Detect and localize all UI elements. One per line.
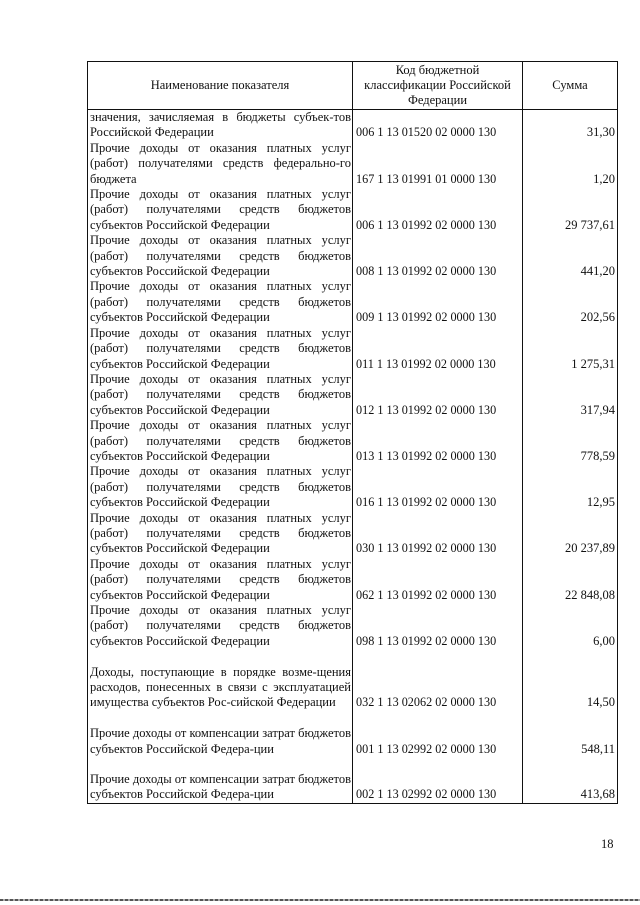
- row-budget-code: 012 1 13 01992 02 0000 130: [353, 372, 523, 418]
- row-budget-code: 167 1 13 01991 01 0000 130: [353, 141, 523, 187]
- table-row: [88, 649, 618, 711]
- row-amount: 1 275,31: [523, 326, 618, 372]
- table-row: [88, 464, 618, 510]
- row-indicator-name: Прочие доходы от оказания платных услуг (работ) получателями средств бюджетов субъектов Российской Федерации: [88, 603, 353, 649]
- row-indicator-name: Прочие доходы от оказания платных услуг (работ) получателями средств бюджетов субъектов Российской Федерации: [88, 372, 353, 418]
- row-indicator-name: Прочие доходы от оказания платных услуг (работ) получателями средств бюджетов субъектов Российской Федерации: [88, 187, 353, 233]
- table-row: [88, 557, 618, 603]
- row-amount: 20 237,89: [523, 511, 618, 557]
- row-amount: 22 848,08: [523, 557, 618, 603]
- row-indicator-name: Прочие доходы от оказания платных услуг (работ) получателями средств бюджетов субъектов Российской Федерации: [88, 233, 353, 279]
- row-budget-code: 062 1 13 01992 02 0000 130: [353, 557, 523, 603]
- row-indicator-name: Прочие доходы от оказания платных услуг (работ) получателями средств федерально-го бюджета: [88, 141, 353, 187]
- row-indicator-name: Прочие доходы от компенсации затрат бюджетов субъектов Российской Федера-ции: [88, 757, 353, 803]
- row-budget-code: 006 1 13 01520 02 0000 130: [353, 110, 523, 141]
- table-row: [88, 418, 618, 464]
- table-row: [88, 711, 618, 757]
- row-amount: 441,20: [523, 233, 618, 279]
- header-amount: Сумма: [523, 62, 618, 110]
- table-row: [88, 187, 618, 233]
- table-row: [88, 372, 618, 418]
- row-budget-code: 001 1 13 02992 02 0000 130: [353, 711, 523, 757]
- row-indicator-name: Прочие доходы от оказания платных услуг (работ) получателями средств бюджетов субъектов Российской Федерации: [88, 464, 353, 510]
- table-row: [88, 279, 618, 325]
- row-amount: 548,11: [523, 711, 618, 757]
- table-row: [88, 110, 618, 141]
- row-amount: 31,30: [523, 110, 618, 141]
- row-budget-code: 008 1 13 01992 02 0000 130: [353, 233, 523, 279]
- row-budget-code: 009 1 13 01992 02 0000 130: [353, 279, 523, 325]
- row-indicator-name: Прочие доходы от компенсации затрат бюджетов субъектов Российской Федера-ции: [88, 711, 353, 757]
- row-budget-code: 011 1 13 01992 02 0000 130: [353, 326, 523, 372]
- row-budget-code: 002 1 13 02992 02 0000 130: [353, 757, 523, 803]
- table-row: [88, 757, 618, 803]
- row-indicator-name: Прочие доходы от оказания платных услуг (работ) получателями средств бюджетов субъектов Российской Федерации: [88, 279, 353, 325]
- table-row: [88, 141, 618, 187]
- table-row: [88, 603, 618, 649]
- row-amount: 778,59: [523, 418, 618, 464]
- table-row: [88, 511, 618, 557]
- row-budget-code: 016 1 13 01992 02 0000 130: [353, 464, 523, 510]
- row-indicator-name: Прочие доходы от оказания платных услуг (работ) получателями средств бюджетов субъектов Российской Федерации: [88, 326, 353, 372]
- row-budget-code: 006 1 13 01992 02 0000 130: [353, 187, 523, 233]
- row-indicator-name: значения, зачисляемая в бюджеты субъек-тов Российской Федерации: [88, 110, 353, 141]
- row-amount: 1,20: [523, 141, 618, 187]
- row-amount: 14,50: [523, 649, 618, 711]
- row-budget-code: 098 1 13 01992 02 0000 130: [353, 603, 523, 649]
- header-budget-code: Код бюджетной классификации Российской Федерации: [353, 62, 523, 110]
- row-amount: 413,68: [523, 757, 618, 803]
- row-indicator-name: Прочие доходы от оказания платных услуг (работ) получателями средств бюджетов субъектов Российской Федерации: [88, 418, 353, 464]
- page-number: 18: [601, 837, 614, 851]
- row-amount: 29 737,61: [523, 187, 618, 233]
- row-amount: 6,00: [523, 603, 618, 649]
- row-amount: 202,56: [523, 279, 618, 325]
- row-indicator-name: Доходы, поступающие в порядке возме-щения расходов, понесенных в связи с эксплуатацией имущества субъектов Рос-сийской Федерации: [88, 649, 353, 711]
- table-row: [88, 233, 618, 279]
- table-row: [88, 326, 618, 372]
- row-amount: 12,95: [523, 464, 618, 510]
- header-indicator-name: Наименование показателя: [88, 62, 353, 110]
- row-indicator-name: Прочие доходы от оказания платных услуг (работ) получателями средств бюджетов субъектов Российской Федерации: [88, 557, 353, 603]
- row-budget-code: 030 1 13 01992 02 0000 130: [353, 511, 523, 557]
- row-budget-code: 032 1 13 02062 02 0000 130: [353, 649, 523, 711]
- row-amount: 317,94: [523, 372, 618, 418]
- row-indicator-name: Прочие доходы от оказания платных услуг (работ) получателями средств бюджетов субъектов Российской Федерации: [88, 511, 353, 557]
- scan-bottom-edge: [0, 899, 640, 901]
- row-budget-code: 013 1 13 01992 02 0000 130: [353, 418, 523, 464]
- budget-revenue-table: [87, 61, 618, 804]
- table-header-row: [88, 62, 618, 110]
